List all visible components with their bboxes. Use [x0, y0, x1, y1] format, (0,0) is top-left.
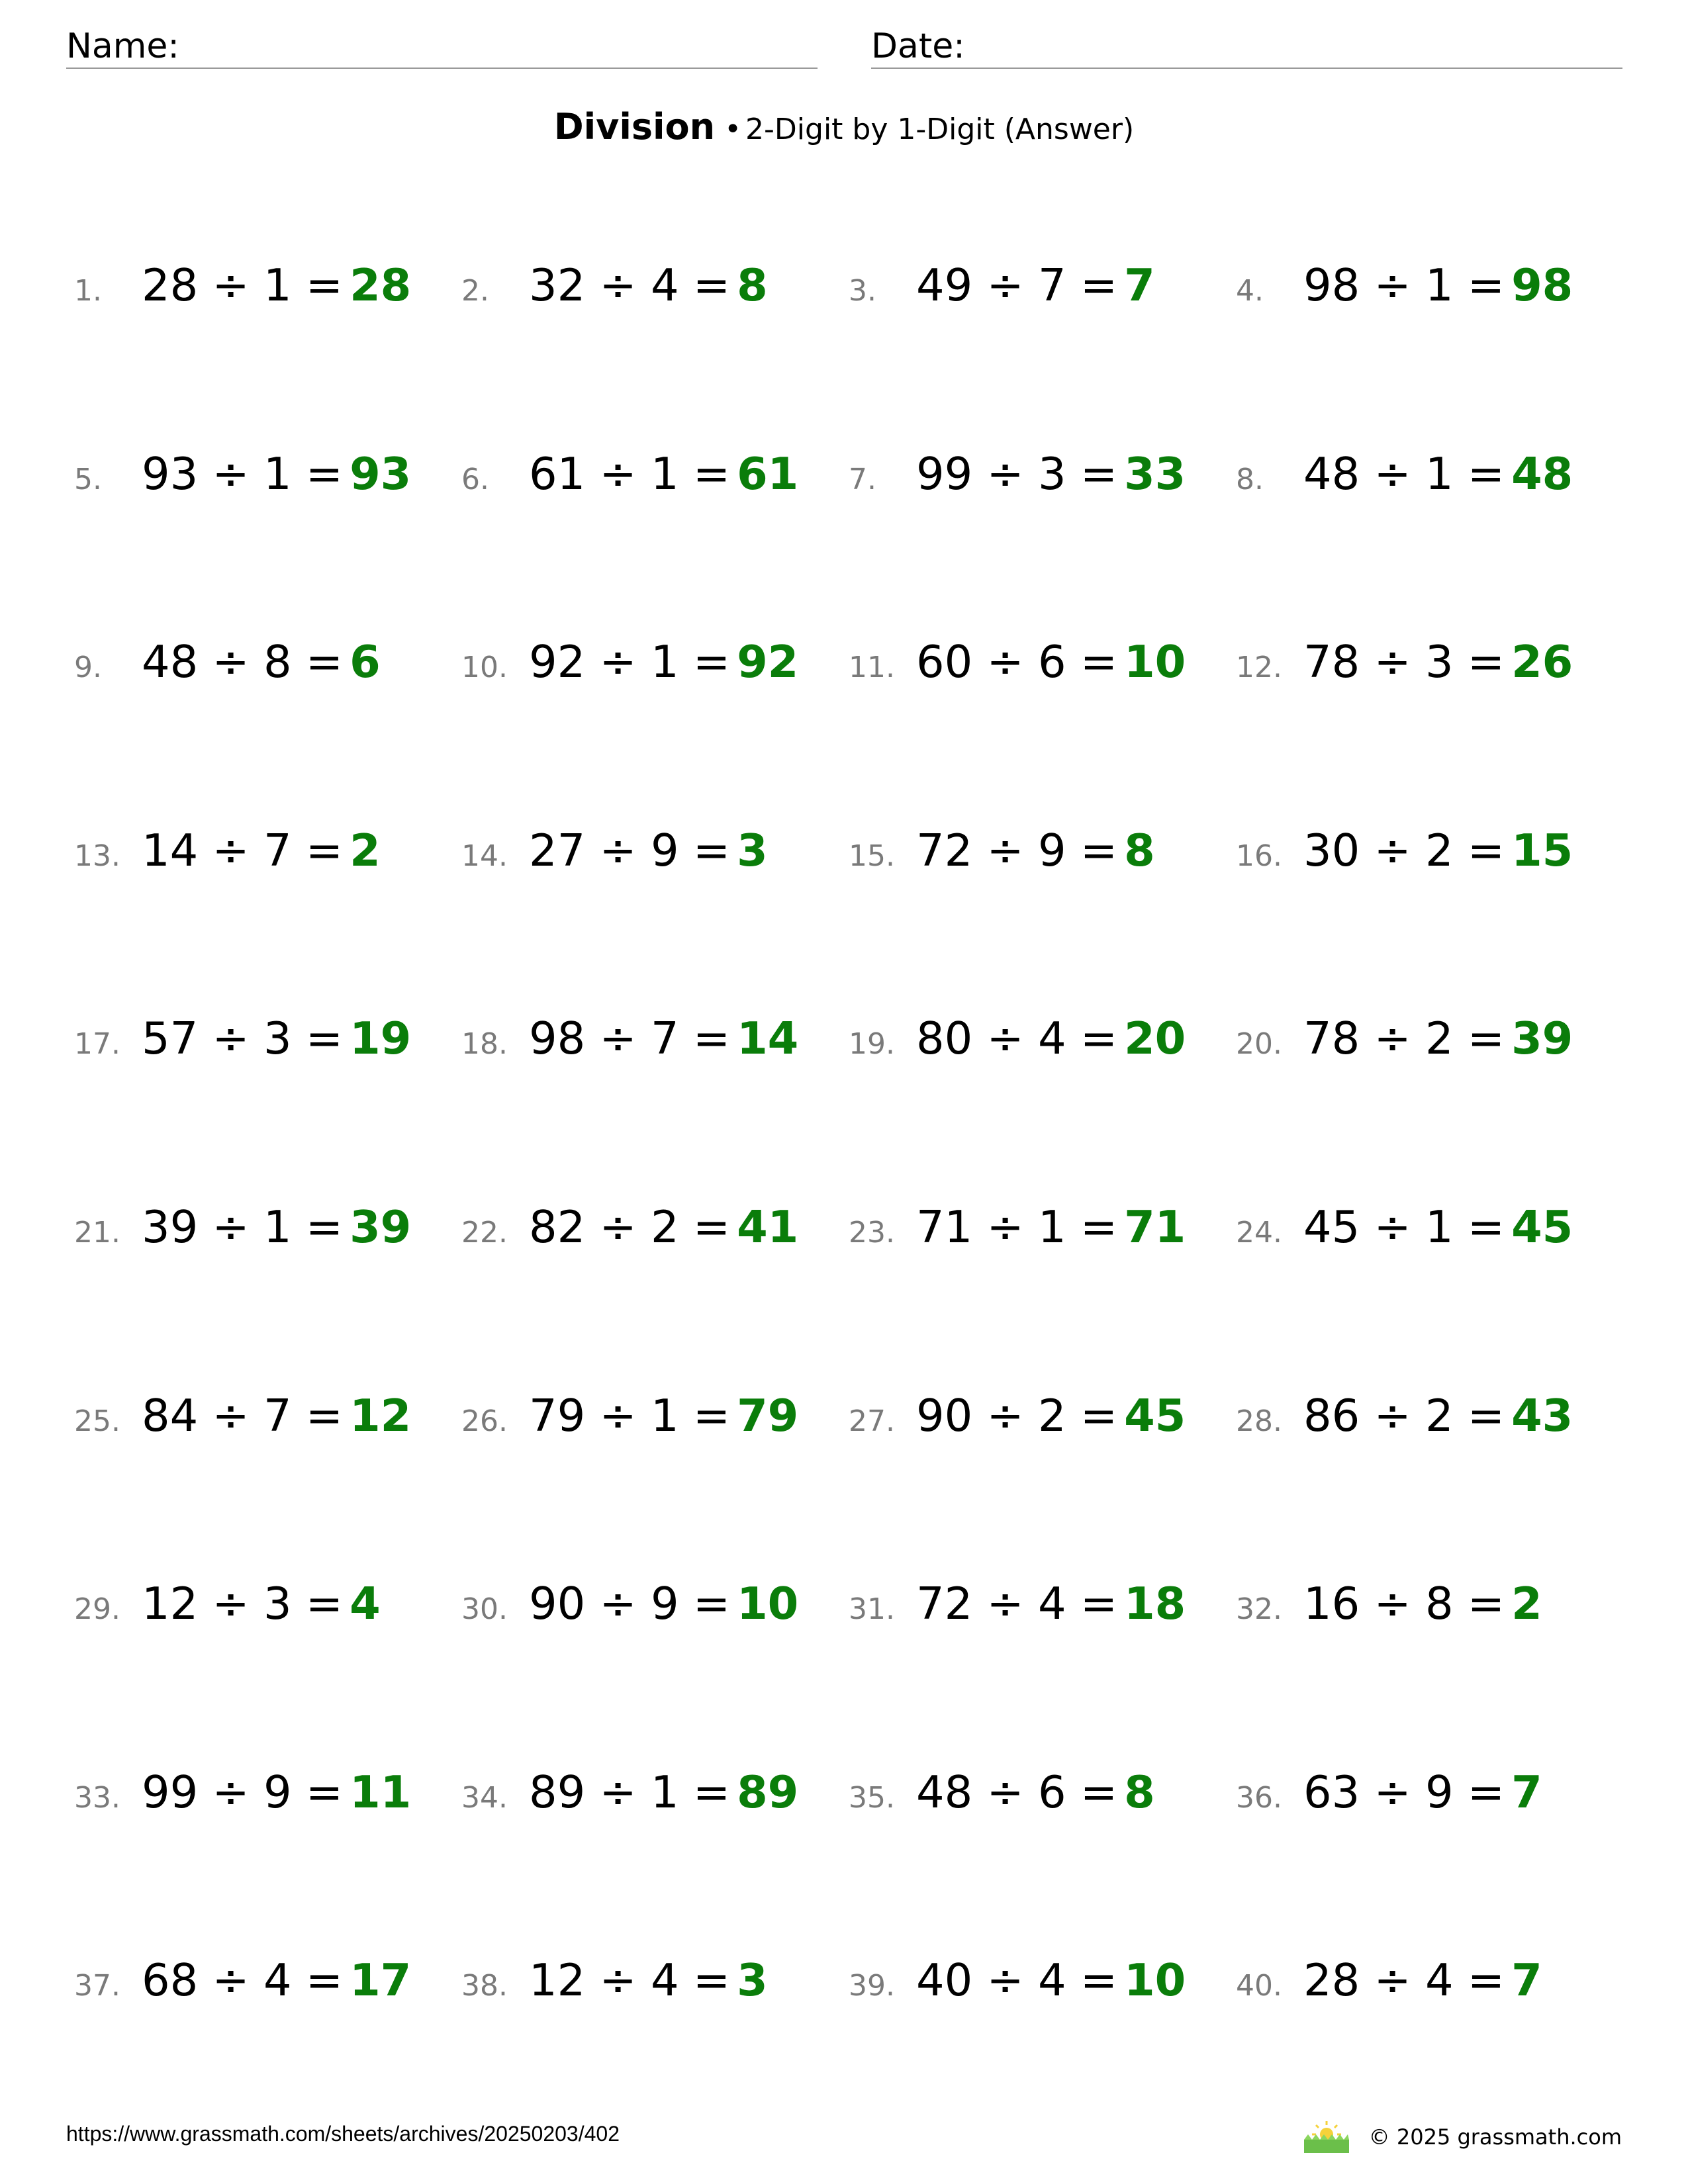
problem-item: [849, 636, 1186, 702]
problem-expression: 79 ÷ 1 =: [529, 1389, 731, 1441]
problem-item: [74, 1013, 411, 1079]
problem-expression: 57 ÷ 3 =: [142, 1013, 344, 1065]
problem-item: [461, 1201, 798, 1267]
problem-number: 31.: [849, 1592, 895, 1627]
problem-number: 32.: [1236, 1592, 1282, 1627]
problem-expression: 48 ÷ 6 =: [916, 1766, 1118, 1818]
title-subtitle: 2-Digit by 1-Digit (Answer): [745, 113, 1135, 146]
problem-number: 12.: [1236, 651, 1282, 685]
problem-answer: 4: [350, 1578, 381, 1630]
problem-item: [1236, 1578, 1542, 1644]
problem-answer: 45: [1511, 1201, 1573, 1253]
problem-expression: 28 ÷ 4 =: [1303, 1954, 1505, 2007]
problem-item: [461, 1766, 798, 1833]
problem-answer: 48: [1511, 447, 1573, 500]
problem-expression: 28 ÷ 1 =: [142, 259, 344, 311]
problem-number: 28.: [1236, 1404, 1282, 1438]
problem-expression: 98 ÷ 7 =: [529, 1013, 731, 1065]
worksheet-title: [0, 106, 1688, 148]
problem-expression: 72 ÷ 9 =: [916, 824, 1118, 876]
footer-url: https://www.grassmath.com/sheets/archives/20250203/402: [66, 2122, 620, 2146]
problem-number: 13.: [74, 839, 120, 873]
problem-number: 25.: [74, 1404, 120, 1438]
problem-item: [1236, 1954, 1542, 2021]
problem-answer: 33: [1124, 447, 1186, 500]
problem-item: [461, 1578, 798, 1644]
problem-answer: 8: [737, 259, 768, 311]
problem-item: [74, 1201, 411, 1267]
problem-item: [849, 1954, 1186, 2021]
problem-expression: 89 ÷ 1 =: [529, 1766, 731, 1818]
problem-item: [74, 1390, 411, 1456]
problem-number: 15.: [849, 839, 895, 873]
problem-expression: 72 ÷ 4 =: [916, 1578, 1118, 1630]
problem-answer: 15: [1511, 824, 1573, 876]
problem-item: [849, 1766, 1155, 1833]
problem-answer: 8: [1124, 824, 1155, 876]
problem-number: 10.: [461, 651, 508, 685]
problem-answer: 14: [737, 1013, 799, 1065]
problem-item: [461, 1013, 798, 1079]
problem-answer: 20: [1124, 1013, 1186, 1065]
problem-item: [1236, 259, 1573, 326]
problem-number: 17.: [74, 1027, 120, 1062]
problem-expression: 90 ÷ 9 =: [529, 1578, 731, 1630]
problem-answer: 18: [1124, 1578, 1186, 1630]
copyright-text: © 2025 grassmath.com: [1368, 2124, 1622, 2150]
problem-item: [74, 1578, 381, 1644]
problem-answer: 26: [1511, 636, 1573, 688]
problem-number: 7.: [849, 462, 876, 496]
problem-item: [74, 1766, 411, 1833]
problem-item: [849, 1013, 1186, 1079]
problem-expression: 60 ÷ 6 =: [916, 636, 1118, 688]
problem-expression: 12 ÷ 3 =: [142, 1578, 344, 1630]
problem-item: [849, 448, 1186, 514]
problem-number: 21.: [74, 1216, 120, 1250]
problem-number: 35.: [849, 1780, 895, 1815]
problem-number: 4.: [1236, 274, 1264, 308]
problem-expression: 32 ÷ 4 =: [529, 259, 731, 311]
problem-number: 11.: [849, 651, 895, 685]
problem-answer: 19: [350, 1013, 412, 1065]
problem-expression: 99 ÷ 9 =: [142, 1766, 344, 1818]
problem-number: 33.: [74, 1780, 120, 1815]
problem-number: 3.: [849, 274, 876, 308]
problem-expression: 90 ÷ 2 =: [916, 1389, 1118, 1441]
problem-item: [461, 1390, 798, 1456]
problem-answer: 39: [1511, 1013, 1573, 1065]
problem-answer: 92: [737, 636, 799, 688]
problem-answer: 10: [1124, 636, 1186, 688]
date-label: Date:: [871, 26, 965, 66]
problem-number: 9.: [74, 651, 102, 685]
problem-expression: 39 ÷ 1 =: [142, 1201, 344, 1253]
problem-item: [461, 825, 768, 891]
problem-expression: 48 ÷ 8 =: [142, 636, 344, 688]
problem-answer: 6: [350, 636, 381, 688]
problem-item: [461, 636, 798, 702]
problem-expression: 27 ÷ 9 =: [529, 824, 731, 876]
problem-number: 36.: [1236, 1780, 1282, 1815]
problem-answer: 43: [1511, 1389, 1573, 1441]
problem-answer: 2: [1511, 1578, 1542, 1630]
problem-expression: 78 ÷ 3 =: [1303, 636, 1505, 688]
problem-number: 20.: [1236, 1027, 1282, 1062]
problem-answer: 10: [737, 1578, 799, 1630]
problem-number: 2.: [461, 274, 489, 308]
problem-answer: 45: [1124, 1389, 1186, 1441]
problem-number: 19.: [849, 1027, 895, 1062]
problem-item: [74, 1954, 411, 2021]
problem-answer: 7: [1511, 1766, 1542, 1818]
problem-number: 1.: [74, 274, 102, 308]
problem-answer: 39: [350, 1201, 412, 1253]
problem-item: [74, 259, 411, 326]
problem-answer: 3: [737, 824, 768, 876]
problem-expression: 45 ÷ 1 =: [1303, 1201, 1505, 1253]
problem-expression: 48 ÷ 1 =: [1303, 447, 1505, 500]
problem-answer: 41: [737, 1201, 799, 1253]
problem-number: 18.: [461, 1027, 508, 1062]
problem-expression: 78 ÷ 2 =: [1303, 1013, 1505, 1065]
problem-item: [849, 825, 1155, 891]
problem-number: 22.: [461, 1216, 508, 1250]
problem-item: [1236, 1766, 1542, 1833]
problem-number: 34.: [461, 1780, 508, 1815]
problem-expression: 71 ÷ 1 =: [916, 1201, 1118, 1253]
footer-copyright: [1303, 2120, 1622, 2154]
problem-number: 8.: [1236, 462, 1264, 496]
problem-answer: 71: [1124, 1201, 1186, 1253]
problem-item: [1236, 636, 1573, 702]
problem-expression: 92 ÷ 1 =: [529, 636, 731, 688]
problem-answer: 10: [1124, 1954, 1186, 2007]
problem-number: 26.: [461, 1404, 508, 1438]
problem-number: 24.: [1236, 1216, 1282, 1250]
problem-expression: 49 ÷ 7 =: [916, 259, 1118, 311]
problem-number: 6.: [461, 462, 489, 496]
problem-expression: 68 ÷ 4 =: [142, 1954, 344, 2007]
problem-number: 40.: [1236, 1969, 1282, 2003]
problem-item: [849, 1201, 1186, 1267]
problem-number: 5.: [74, 462, 102, 496]
problem-number: 14.: [461, 839, 508, 873]
problem-number: 29.: [74, 1592, 120, 1627]
problem-answer: 2: [350, 824, 381, 876]
problem-item: [849, 1578, 1186, 1644]
problem-item: [1236, 825, 1573, 891]
problem-answer: 8: [1124, 1766, 1155, 1818]
title-bullet: •: [724, 113, 742, 146]
problem-number: 16.: [1236, 839, 1282, 873]
name-label: Name:: [66, 26, 179, 66]
problem-expression: 93 ÷ 1 =: [142, 447, 344, 500]
title-main: Division: [553, 106, 716, 148]
problem-answer: 7: [1124, 259, 1155, 311]
name-field[interactable]: [66, 20, 818, 69]
problem-item: [849, 259, 1155, 326]
problem-item: [461, 1954, 768, 2021]
problem-expression: 16 ÷ 8 =: [1303, 1578, 1505, 1630]
problem-answer: 98: [1511, 259, 1573, 311]
problem-number: 30.: [461, 1592, 508, 1627]
problem-number: 39.: [849, 1969, 895, 2003]
problem-expression: 14 ÷ 7 =: [142, 824, 344, 876]
problem-answer: 12: [350, 1389, 412, 1441]
problem-number: 37.: [74, 1969, 120, 2003]
problem-item: [1236, 448, 1573, 514]
problem-answer: 89: [737, 1766, 799, 1818]
problem-number: 27.: [849, 1404, 895, 1438]
problem-item: [849, 1390, 1186, 1456]
problem-expression: 98 ÷ 1 =: [1303, 259, 1505, 311]
problem-item: [461, 259, 768, 326]
problem-item: [74, 636, 381, 702]
problem-answer: 61: [737, 447, 799, 500]
problem-answer: 3: [737, 1954, 768, 2007]
problem-expression: 84 ÷ 7 =: [142, 1389, 344, 1441]
problem-answer: 11: [350, 1766, 412, 1818]
problem-answer: 93: [350, 447, 412, 500]
problem-number: 38.: [461, 1969, 508, 2003]
problem-item: [74, 825, 381, 891]
problem-item: [74, 448, 411, 514]
problem-expression: 63 ÷ 9 =: [1303, 1766, 1505, 1818]
problem-expression: 30 ÷ 2 =: [1303, 824, 1505, 876]
problem-expression: 82 ÷ 2 =: [529, 1201, 731, 1253]
problem-item: [1236, 1201, 1573, 1267]
problem-expression: 40 ÷ 4 =: [916, 1954, 1118, 2007]
date-field[interactable]: [871, 20, 1622, 69]
problem-answer: 7: [1511, 1954, 1542, 2007]
problem-expression: 12 ÷ 4 =: [529, 1954, 731, 2007]
problem-item: [1236, 1390, 1573, 1456]
problem-expression: 61 ÷ 1 =: [529, 447, 731, 500]
problem-item: [1236, 1013, 1573, 1079]
problem-answer: 79: [737, 1389, 799, 1441]
problem-expression: 80 ÷ 4 =: [916, 1013, 1118, 1065]
problem-item: [461, 448, 798, 514]
problem-expression: 86 ÷ 2 =: [1303, 1389, 1505, 1441]
grass-sun-icon: [1303, 2120, 1350, 2154]
problem-expression: 99 ÷ 3 =: [916, 447, 1118, 500]
problem-answer: 17: [350, 1954, 412, 2007]
problem-answer: 28: [350, 259, 412, 311]
problem-number: 23.: [849, 1216, 895, 1250]
